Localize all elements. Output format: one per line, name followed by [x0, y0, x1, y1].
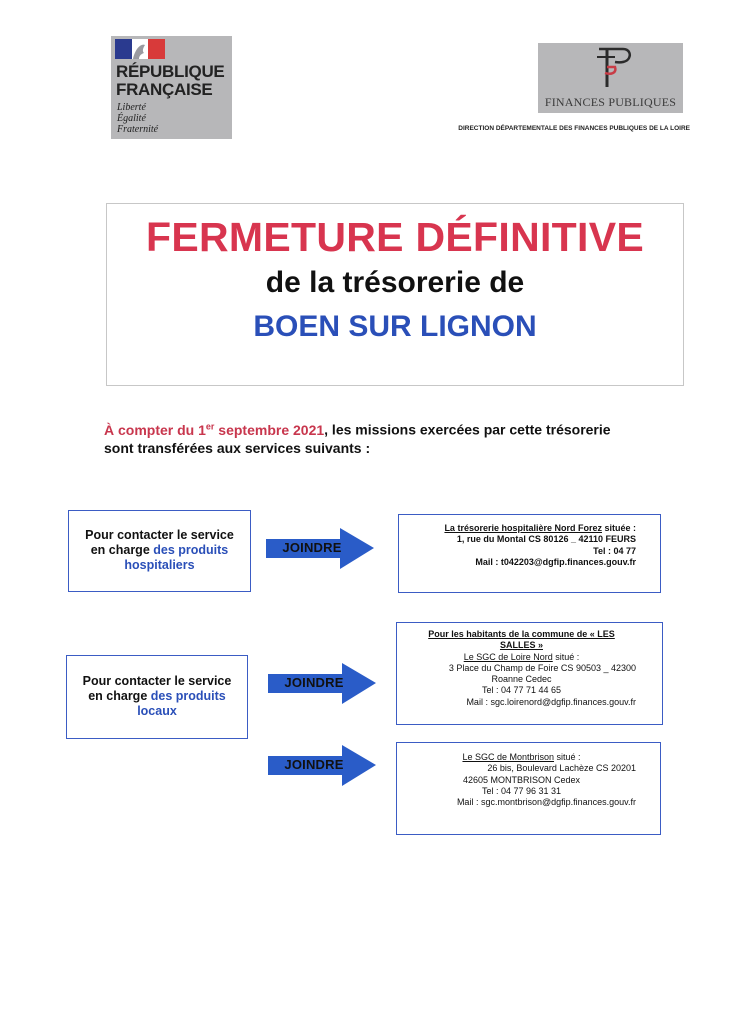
hospital-contact-box: [398, 514, 661, 593]
local-service-text1: Pour contacter le service: [82, 674, 232, 688]
intro-date-sup: er: [205, 421, 215, 431]
joindre-label-3: JOINDRE: [284, 757, 344, 772]
hospital-contact-mail: Mail : t042203@dgfip.finances.gouv.fr: [475, 556, 636, 567]
loire-nord-title-line2: SALLES »: [499, 640, 543, 651]
republique-name-line1: RÉPUBLIQUE: [116, 62, 225, 81]
title-tresorerie: de la trésorerie de: [265, 266, 525, 299]
hospital-service-text1: Pour contacter le service: [85, 528, 234, 542]
joindre-arrow-montbrison: [268, 745, 378, 787]
republique-motto: [117, 102, 158, 135]
loire-nord-address2: Roanne Cedec: [491, 674, 552, 685]
intro-rest1: , les missions exercées par cette trésorerie: [324, 421, 611, 438]
montbrison-address2: 42605 MONTBRISON Cedex: [462, 774, 581, 785]
montbrison-address1: 26 bis, Boulevard Lachèze CS 20201: [487, 763, 636, 774]
intro-rest2: sont transférées aux services suivants :: [104, 439, 371, 456]
loire-nord-mail: Mail : sgc.loirenord@dgfip.finances.gouv.fr: [466, 696, 636, 707]
montbrison-mail: Mail : sgc.montbrison@dgfip.finances.gouv.fr: [456, 797, 636, 808]
finances-publiques-logo: [538, 43, 683, 113]
hospital-service-highlight1: des produits: [153, 543, 229, 557]
loire-nord-title-line1: Pour les habitants de la commune de « LES: [428, 629, 615, 639]
motto-fraternite: Fraternité: [117, 124, 159, 135]
intro-date: [104, 422, 324, 438]
republique-francaise-logo: [111, 36, 232, 139]
motto-egalite: Égalité: [117, 113, 146, 124]
hospital-contact-tel: Tel : 04 77: [593, 545, 636, 556]
hospital-service-box: [68, 510, 251, 592]
joindre-arrow-hospital: [266, 528, 376, 570]
hospital-contact-title: La trésorerie hospitalière Nord Forez: [444, 523, 602, 533]
republique-name: [116, 63, 224, 99]
local-service-text2: en charge: [88, 689, 151, 703]
hospital-contact-address: 1, rue du Montal CS 80126 _ 42110 FEURS: [456, 534, 636, 545]
title-boen-sur-lignon: BOEN SUR LIGNON: [253, 310, 537, 343]
local-service-box: [66, 655, 248, 739]
montbrison-tel: Tel : 04 77 96 31 31: [481, 785, 562, 796]
loire-nord-tel: Tel : 04 77 71 44 65: [481, 685, 562, 696]
republique-name-line2: FRANÇAISE: [116, 80, 213, 99]
motto-liberte: Liberté: [117, 102, 146, 113]
joindre-label-1: JOINDRE: [282, 540, 342, 555]
intro-date-part1: À compter du 1: [104, 421, 206, 438]
loire-nord-contact-box: [396, 622, 663, 725]
local-service-highlight1: des produits: [150, 689, 226, 703]
montbrison-org: Le SGC de Montbrison: [462, 752, 555, 762]
finances-publiques-mark-icon: [593, 45, 633, 89]
intro-text: [104, 417, 684, 457]
loire-nord-org: Le SGC de Loire Nord: [463, 651, 553, 662]
joindre-arrow-loire-nord: [268, 663, 378, 705]
direction-departementale: DIRECTION DÉPARTEMENTALE DES FINANCES PUBLIQUES DE LA LOIRE: [458, 125, 690, 132]
title-fermeture: FERMETURE DÉFINITIVE: [145, 214, 645, 260]
hospital-service-highlight2: hospitaliers: [124, 558, 195, 572]
marianne-flag-icon: [115, 39, 165, 59]
local-service-highlight2: locaux: [137, 704, 177, 718]
montbrison-contact-box: [396, 742, 661, 835]
loire-nord-org-rest: situé :: [552, 651, 580, 662]
hospital-contact-title-rest: située :: [601, 523, 636, 533]
montbrison-org-rest: situé :: [554, 752, 581, 762]
joindre-label-2: JOINDRE: [284, 675, 344, 690]
loire-nord-address1: 3 Place du Champ de Foire CS 90503 _ 42300: [448, 662, 636, 673]
title-box: [106, 203, 684, 386]
finances-publiques-name: FINANCES PUBLIQUES: [544, 95, 677, 109]
intro-date-part2: septembre 2021: [214, 421, 325, 438]
hospital-service-text2: en charge: [90, 543, 154, 557]
